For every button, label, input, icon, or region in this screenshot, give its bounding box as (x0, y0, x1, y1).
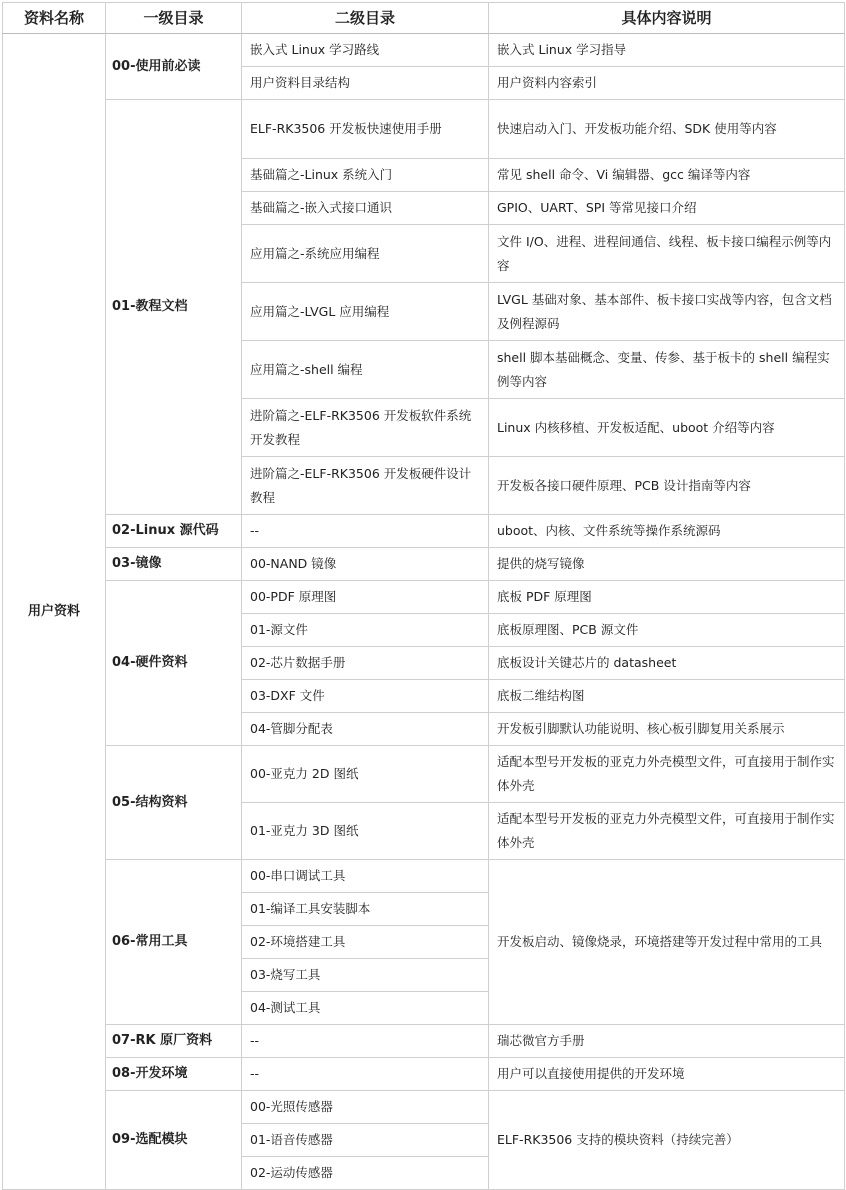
description-cell: 快速启动入门、开发板功能介绍、SDK 使用等内容 (489, 100, 845, 159)
level2-cell: 00-亚克力 2D 图纸 (242, 746, 489, 803)
level2-cell: -- (242, 1058, 489, 1091)
description-cell: 底板原理图、PCB 源文件 (489, 614, 845, 647)
description-cell: 适配本型号开发板的亚克力外壳模型文件，可直接用于制作实体外壳 (489, 803, 845, 860)
description-cell: 底板设计关键芯片的 datasheet (489, 647, 845, 680)
description-cell: 底板二维结构图 (489, 680, 845, 713)
level2-cell: 00-NAND 镜像 (242, 548, 489, 581)
level2-cell: 02-芯片数据手册 (242, 647, 489, 680)
description-cell: 适配本型号开发板的亚克力外壳模型文件，可直接用于制作实体外壳 (489, 746, 845, 803)
table-row (3, 515, 845, 548)
level2-cell: 用户资料目录结构 (242, 67, 489, 100)
table-row (3, 746, 845, 803)
level2-cell: 进阶篇之-ELF-RK3506 开发板硬件设计教程 (242, 457, 489, 515)
table-row (3, 548, 845, 581)
description-cell: uboot、内核、文件系统等操作系统源码 (489, 515, 845, 548)
description-cell: 文件 I/O、进程、进程间通信、线程、板卡接口编程示例等内容 (489, 225, 845, 283)
description-cell: 用户可以直接使用提供的开发环境 (489, 1058, 845, 1091)
level2-cell: ELF-RK3506 开发板快速使用手册 (242, 100, 489, 159)
level2-cell: 嵌入式 Linux 学习路线 (242, 34, 489, 67)
table-row (3, 581, 845, 614)
description-cell: Linux 内核移植、开发板适配、uboot 介绍等内容 (489, 399, 845, 457)
level2-cell: 00-PDF 原理图 (242, 581, 489, 614)
level2-cell: 02-运动传感器 (242, 1157, 489, 1190)
level1-cell: 00-使用前必读 (106, 34, 242, 100)
table-row (3, 1058, 845, 1091)
header-name: 资料名称 (3, 3, 106, 34)
document-table (2, 2, 845, 1190)
header-description: 具体内容说明 (489, 3, 845, 34)
header-row (3, 3, 845, 34)
description-cell: 底板 PDF 原理图 (489, 581, 845, 614)
level2-cell: 01-语音传感器 (242, 1124, 489, 1157)
level1-cell: 01-教程文档 (106, 100, 242, 515)
description-cell: 常见 shell 命令、Vi 编辑器、gcc 编译等内容 (489, 159, 845, 192)
table-row (3, 100, 845, 159)
data-name-cell: 用户资料 (3, 34, 106, 1190)
level2-cell: 00-串口调试工具 (242, 860, 489, 893)
level2-cell: 01-源文件 (242, 614, 489, 647)
level2-cell: 02-环境搭建工具 (242, 926, 489, 959)
description-cell: 提供的烧写镜像 (489, 548, 845, 581)
level2-cell: 04-管脚分配表 (242, 713, 489, 746)
level2-cell: 00-光照传感器 (242, 1091, 489, 1124)
level2-cell: 进阶篇之-ELF-RK3506 开发板软件系统开发教程 (242, 399, 489, 457)
description-cell: ELF-RK3506 支持的模块资料（持续完善） (489, 1091, 845, 1190)
description-cell: 开发板各接口硬件原理、PCB 设计指南等内容 (489, 457, 845, 515)
level1-cell: 04-硬件资料 (106, 581, 242, 746)
table-row (3, 34, 845, 67)
description-cell: 用户资料内容索引 (489, 67, 845, 100)
level2-cell: -- (242, 515, 489, 548)
level2-cell: 01-编译工具安装脚本 (242, 893, 489, 926)
level2-cell: 应用篇之-LVGL 应用编程 (242, 283, 489, 341)
level1-cell: 02-Linux 源代码 (106, 515, 242, 548)
level1-cell: 08-开发环境 (106, 1058, 242, 1091)
level2-cell: 应用篇之-shell 编程 (242, 341, 489, 399)
level2-cell: -- (242, 1025, 489, 1058)
level2-cell: 03-烧写工具 (242, 959, 489, 992)
level2-cell: 03-DXF 文件 (242, 680, 489, 713)
level2-cell: 基础篇之-嵌入式接口通识 (242, 192, 489, 225)
description-cell: 开发板引脚默认功能说明、核心板引脚复用关系展示 (489, 713, 845, 746)
level1-cell: 07-RK 原厂资料 (106, 1025, 242, 1058)
description-cell: 瑞芯微官方手册 (489, 1025, 845, 1058)
header-level2: 二级目录 (242, 3, 489, 34)
level1-cell: 05-结构资料 (106, 746, 242, 860)
description-cell: 开发板启动、镜像烧录，环境搭建等开发过程中常用的工具 (489, 860, 845, 1025)
table-row (3, 1025, 845, 1058)
description-cell: LVGL 基础对象、基本部件、板卡接口实战等内容，包含文档及例程源码 (489, 283, 845, 341)
description-cell: GPIO、UART、SPI 等常见接口介绍 (489, 192, 845, 225)
description-cell: shell 脚本基础概念、变量、传参、基于板卡的 shell 编程实例等内容 (489, 341, 845, 399)
level1-cell: 03-镜像 (106, 548, 242, 581)
table-row (3, 1091, 845, 1124)
level1-cell: 09-选配模块 (106, 1091, 242, 1190)
level2-cell: 01-亚克力 3D 图纸 (242, 803, 489, 860)
level2-cell: 基础篇之-Linux 系统入门 (242, 159, 489, 192)
level2-cell: 应用篇之-系统应用编程 (242, 225, 489, 283)
level1-cell: 06-常用工具 (106, 860, 242, 1025)
header-level1: 一级目录 (106, 3, 242, 34)
level2-cell: 04-测试工具 (242, 992, 489, 1025)
table-row (3, 860, 845, 893)
description-cell: 嵌入式 Linux 学习指导 (489, 34, 845, 67)
